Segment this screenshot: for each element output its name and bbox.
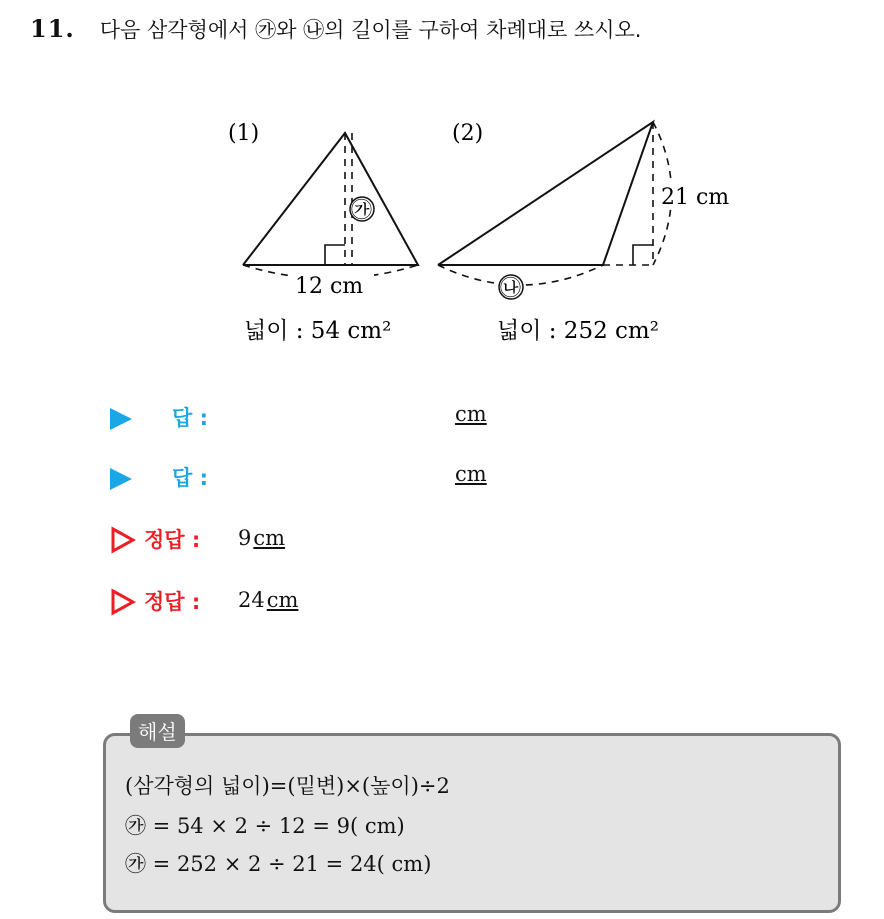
figure1-label: (1)	[228, 121, 260, 146]
figure2-height: 21 cm	[661, 185, 730, 210]
figure2-base-mark: ㉯	[500, 276, 521, 300]
correct-arrow-icon	[110, 526, 136, 554]
answer-label: 답 :	[172, 466, 208, 490]
triangle-2	[438, 122, 672, 285]
triangle-figures	[0, 100, 884, 360]
correct-value-2	[238, 588, 298, 612]
explanation-line-2: ㉮ = 54 × 2 ÷ 12 = 9( cm)	[125, 814, 405, 838]
answer-arrow-icon	[110, 468, 132, 490]
correct-number: 24	[238, 588, 265, 612]
correct-arrow-icon	[110, 588, 136, 616]
question-number: 11.	[30, 14, 75, 43]
question-text: 다음 삼각형에서 ㉮와 ㉯의 길이를 구하여 차례대로 쓰시오.	[99, 18, 642, 42]
answer-arrow-icon	[110, 408, 132, 430]
figure1-base: 12 cm	[295, 274, 364, 299]
figure1-height-mark: ㉮	[351, 198, 372, 222]
answer-label: 답 :	[172, 406, 208, 430]
question	[30, 14, 641, 44]
correct-unit: cm	[266, 588, 299, 612]
triangle-1	[243, 133, 418, 279]
explanation-line-1: (삼각형의 넓이)=(밑변)×(높이)÷2	[125, 774, 450, 798]
correct-value-1	[238, 526, 285, 550]
correct-label: 정답 :	[144, 528, 201, 552]
explanation-line-3: ㉮ = 252 × 2 ÷ 21 = 24( cm)	[125, 852, 432, 876]
figure2-label: (2)	[452, 121, 484, 146]
correct-label: 정답 :	[144, 590, 201, 614]
correct-unit: cm	[253, 526, 286, 550]
answer-unit: cm	[455, 402, 487, 426]
figure1-area: 넓이 : 54 cm²	[244, 318, 392, 344]
explanation-tag: 해설	[130, 714, 185, 748]
answer-unit: cm	[455, 462, 487, 486]
correct-number: 9	[238, 526, 252, 550]
figure2-area: 넓이 : 252 cm²	[497, 318, 659, 344]
